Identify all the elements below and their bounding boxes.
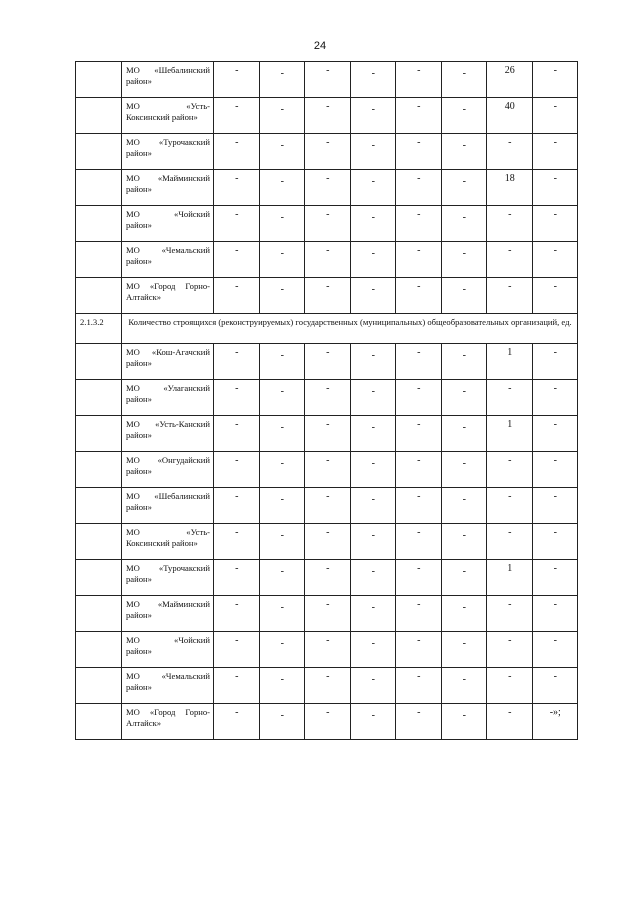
value-cell: - bbox=[350, 416, 396, 452]
value-cell: - bbox=[532, 560, 578, 596]
value-cell: - bbox=[350, 242, 396, 278]
municipality-name-line: район» bbox=[126, 394, 152, 404]
value-cell: - bbox=[441, 278, 487, 314]
value-cell: - bbox=[441, 98, 487, 134]
value-cell: - bbox=[441, 632, 487, 668]
value-cell: - bbox=[350, 170, 396, 206]
municipality-name-line: Алтайск» bbox=[126, 718, 162, 728]
municipality-name-line: район» bbox=[126, 76, 152, 86]
value-cell: - bbox=[305, 524, 351, 560]
value-cell: - bbox=[487, 488, 533, 524]
table-row bbox=[76, 560, 578, 596]
value-cell: - bbox=[350, 452, 396, 488]
code-cell bbox=[76, 488, 122, 524]
value-cell: - bbox=[259, 668, 305, 704]
value-cell: - bbox=[214, 668, 260, 704]
value-cell: - bbox=[305, 98, 351, 134]
value-cell: - bbox=[532, 488, 578, 524]
value-cell: - bbox=[259, 596, 305, 632]
value-cell: - bbox=[305, 242, 351, 278]
value-cell: - bbox=[350, 596, 396, 632]
value-cell: - bbox=[532, 344, 578, 380]
municipality-name-cell bbox=[122, 524, 214, 560]
value-cell: - bbox=[487, 524, 533, 560]
value-cell: - bbox=[532, 596, 578, 632]
value-cell: - bbox=[532, 62, 578, 98]
value-cell: - bbox=[350, 134, 396, 170]
value-cell: 18 bbox=[487, 170, 533, 206]
table-row bbox=[76, 668, 578, 704]
value-cell: - bbox=[259, 278, 305, 314]
value-cell: - bbox=[305, 488, 351, 524]
value-cell: - bbox=[259, 524, 305, 560]
value-cell: - bbox=[441, 452, 487, 488]
municipality-name-cell bbox=[122, 170, 214, 206]
value-cell: - bbox=[214, 134, 260, 170]
value-cell: - bbox=[441, 596, 487, 632]
municipality-name-cell bbox=[122, 704, 214, 740]
value-cell: - bbox=[441, 704, 487, 740]
value-cell: - bbox=[259, 242, 305, 278]
code-cell bbox=[76, 632, 122, 668]
value-cell: - bbox=[305, 596, 351, 632]
municipality-name-cell bbox=[122, 668, 214, 704]
value-cell: 26 bbox=[487, 62, 533, 98]
value-cell: - bbox=[487, 206, 533, 242]
value-cell: - bbox=[532, 98, 578, 134]
municipality-name-line: МО «Шебалинский bbox=[126, 65, 210, 75]
value-cell: - bbox=[487, 242, 533, 278]
value-cell: - bbox=[441, 170, 487, 206]
code-cell bbox=[76, 134, 122, 170]
value-cell: - bbox=[396, 452, 442, 488]
municipality-name-cell bbox=[122, 632, 214, 668]
data-table bbox=[75, 61, 578, 740]
value-cell: - bbox=[305, 632, 351, 668]
municipality-name-line: Коксинский район» bbox=[126, 112, 198, 122]
value-cell: - bbox=[305, 344, 351, 380]
code-cell bbox=[76, 242, 122, 278]
value-cell: - bbox=[259, 206, 305, 242]
municipality-name-line: район» bbox=[126, 574, 152, 584]
code-cell bbox=[76, 668, 122, 704]
value-cell: -»; bbox=[532, 704, 578, 740]
municipality-name-cell bbox=[122, 488, 214, 524]
municipality-name-line: Алтайск» bbox=[126, 292, 162, 302]
value-cell: - bbox=[441, 524, 487, 560]
value-cell: - bbox=[259, 170, 305, 206]
table-body bbox=[76, 62, 578, 740]
value-cell: - bbox=[532, 206, 578, 242]
municipality-name-line: район» bbox=[126, 220, 152, 230]
municipality-name-cell bbox=[122, 380, 214, 416]
value-cell: - bbox=[305, 668, 351, 704]
code-cell bbox=[76, 704, 122, 740]
value-cell: - bbox=[259, 632, 305, 668]
value-cell: - bbox=[487, 704, 533, 740]
value-cell: - bbox=[532, 632, 578, 668]
value-cell: - bbox=[396, 206, 442, 242]
municipality-name-line: район» bbox=[126, 358, 152, 368]
value-cell: - bbox=[487, 278, 533, 314]
value-cell: - bbox=[532, 242, 578, 278]
table-row bbox=[76, 278, 578, 314]
table-row bbox=[76, 704, 578, 740]
value-cell: - bbox=[441, 344, 487, 380]
value-cell: - bbox=[259, 380, 305, 416]
value-cell: - bbox=[487, 596, 533, 632]
code-cell bbox=[76, 170, 122, 206]
value-cell: - bbox=[532, 134, 578, 170]
value-cell: - bbox=[259, 62, 305, 98]
value-cell: - bbox=[305, 704, 351, 740]
value-cell: - bbox=[214, 488, 260, 524]
value-cell: - bbox=[214, 98, 260, 134]
value-cell: - bbox=[259, 560, 305, 596]
section-code: 2.1.3.2 bbox=[76, 314, 122, 344]
value-cell: - bbox=[214, 242, 260, 278]
municipality-name-line: район» bbox=[126, 148, 152, 158]
value-cell: - bbox=[487, 632, 533, 668]
value-cell: - bbox=[214, 416, 260, 452]
value-cell: - bbox=[396, 632, 442, 668]
table-row bbox=[76, 380, 578, 416]
value-cell: - bbox=[396, 560, 442, 596]
municipality-name-line: район» bbox=[126, 256, 152, 266]
table-row bbox=[76, 344, 578, 380]
municipality-name-line: МО «Усть- bbox=[126, 527, 210, 537]
municipality-name-cell bbox=[122, 206, 214, 242]
table-row bbox=[76, 98, 578, 134]
value-cell: - bbox=[350, 62, 396, 98]
value-cell: - bbox=[214, 596, 260, 632]
municipality-name-line: МО «Турочакский bbox=[126, 563, 210, 573]
code-cell bbox=[76, 416, 122, 452]
value-cell: 1 bbox=[487, 560, 533, 596]
municipality-name-line: МО «Кош-Агачский bbox=[126, 347, 210, 357]
municipality-name-cell bbox=[122, 344, 214, 380]
value-cell: - bbox=[305, 62, 351, 98]
value-cell: - bbox=[396, 524, 442, 560]
code-cell bbox=[76, 206, 122, 242]
value-cell: - bbox=[305, 278, 351, 314]
value-cell: - bbox=[259, 344, 305, 380]
municipality-name-line: район» bbox=[126, 430, 152, 440]
value-cell: - bbox=[487, 380, 533, 416]
code-cell bbox=[76, 560, 122, 596]
code-cell bbox=[76, 98, 122, 134]
municipality-name-line: МО «Город Горно- bbox=[126, 281, 210, 291]
municipality-name-cell bbox=[122, 452, 214, 488]
value-cell: - bbox=[532, 416, 578, 452]
value-cell: - bbox=[532, 170, 578, 206]
value-cell: - bbox=[396, 416, 442, 452]
value-cell: - bbox=[350, 278, 396, 314]
municipality-name-line: МО «Чемальский bbox=[126, 245, 210, 255]
municipality-name-cell bbox=[122, 560, 214, 596]
code-cell bbox=[76, 596, 122, 632]
municipality-name-cell bbox=[122, 242, 214, 278]
value-cell: - bbox=[214, 344, 260, 380]
value-cell: - bbox=[441, 242, 487, 278]
value-cell: - bbox=[532, 380, 578, 416]
municipality-name-line: МО «Чойский bbox=[126, 635, 210, 645]
value-cell: - bbox=[487, 668, 533, 704]
code-cell bbox=[76, 278, 122, 314]
value-cell: - bbox=[441, 206, 487, 242]
table-row bbox=[76, 632, 578, 668]
value-cell: - bbox=[396, 242, 442, 278]
value-cell: - bbox=[441, 560, 487, 596]
table-row bbox=[76, 416, 578, 452]
value-cell: 40 bbox=[487, 98, 533, 134]
table-row bbox=[76, 170, 578, 206]
municipality-name-cell bbox=[122, 98, 214, 134]
value-cell: - bbox=[441, 134, 487, 170]
value-cell: - bbox=[350, 704, 396, 740]
value-cell: 1 bbox=[487, 344, 533, 380]
value-cell: - bbox=[441, 668, 487, 704]
municipality-name-line: МО «Чойский bbox=[126, 209, 210, 219]
value-cell: - bbox=[350, 98, 396, 134]
value-cell: - bbox=[532, 278, 578, 314]
municipality-name-line: МО «Город Горно- bbox=[126, 707, 210, 717]
value-cell: - bbox=[305, 452, 351, 488]
table-row bbox=[76, 596, 578, 632]
municipality-name-line: МО «Турочакский bbox=[126, 137, 210, 147]
value-cell: - bbox=[214, 704, 260, 740]
value-cell: - bbox=[259, 134, 305, 170]
value-cell: - bbox=[214, 452, 260, 488]
value-cell: - bbox=[259, 488, 305, 524]
value-cell: - bbox=[259, 452, 305, 488]
value-cell: - bbox=[350, 668, 396, 704]
value-cell: - bbox=[396, 170, 442, 206]
value-cell: - bbox=[532, 524, 578, 560]
value-cell: - bbox=[487, 452, 533, 488]
value-cell: - bbox=[532, 668, 578, 704]
value-cell: - bbox=[396, 134, 442, 170]
table-row bbox=[76, 242, 578, 278]
value-cell: - bbox=[441, 416, 487, 452]
value-cell: - bbox=[350, 524, 396, 560]
municipality-name-line: район» bbox=[126, 646, 152, 656]
code-cell bbox=[76, 524, 122, 560]
table-row bbox=[76, 488, 578, 524]
value-cell: - bbox=[350, 380, 396, 416]
value-cell: - bbox=[214, 380, 260, 416]
value-cell: - bbox=[214, 62, 260, 98]
value-cell: - bbox=[441, 488, 487, 524]
value-cell: - bbox=[396, 380, 442, 416]
municipality-name-line: МО «Майминский bbox=[126, 599, 210, 609]
table-row bbox=[76, 134, 578, 170]
table-row bbox=[76, 452, 578, 488]
municipality-name-cell bbox=[122, 416, 214, 452]
value-cell: - bbox=[396, 596, 442, 632]
municipality-name-line: район» bbox=[126, 610, 152, 620]
value-cell: - bbox=[214, 278, 260, 314]
value-cell: - bbox=[214, 206, 260, 242]
table-row bbox=[76, 524, 578, 560]
code-cell bbox=[76, 452, 122, 488]
municipality-name-cell bbox=[122, 134, 214, 170]
value-cell: - bbox=[214, 170, 260, 206]
value-cell: - bbox=[350, 488, 396, 524]
value-cell: - bbox=[396, 488, 442, 524]
municipality-name-line: МО «Шебалинский bbox=[126, 491, 210, 501]
value-cell: - bbox=[441, 380, 487, 416]
value-cell: - bbox=[305, 206, 351, 242]
value-cell: - bbox=[396, 98, 442, 134]
municipality-name-line: МО «Онгудайский bbox=[126, 455, 210, 465]
section-title: Количество строящихся (реконструируемых) государственных (муниципальных) общеобразовательных организаций, ед. bbox=[122, 314, 578, 344]
municipality-name-line: МО «Усть-Канский bbox=[126, 419, 210, 429]
value-cell: - bbox=[350, 632, 396, 668]
municipality-name-line: район» bbox=[126, 502, 152, 512]
value-cell: - bbox=[350, 206, 396, 242]
municipality-name-line: Коксинский район» bbox=[126, 538, 198, 548]
municipality-name-line: МО «Усть- bbox=[126, 101, 210, 111]
value-cell: - bbox=[305, 134, 351, 170]
value-cell: - bbox=[441, 62, 487, 98]
value-cell: - bbox=[305, 416, 351, 452]
municipality-name-line: район» bbox=[126, 466, 152, 476]
value-cell: - bbox=[396, 62, 442, 98]
municipality-name-line: МО «Улаганский bbox=[126, 383, 210, 393]
value-cell: - bbox=[259, 704, 305, 740]
value-cell: - bbox=[350, 344, 396, 380]
value-cell: - bbox=[396, 344, 442, 380]
municipality-name-cell bbox=[122, 278, 214, 314]
code-cell bbox=[76, 344, 122, 380]
code-cell bbox=[76, 380, 122, 416]
value-cell: - bbox=[396, 704, 442, 740]
municipality-name-cell bbox=[122, 62, 214, 98]
municipality-name-line: район» bbox=[126, 682, 152, 692]
value-cell: - bbox=[305, 170, 351, 206]
value-cell: - bbox=[259, 98, 305, 134]
value-cell: - bbox=[214, 632, 260, 668]
municipality-name-line: МО «Майминский bbox=[126, 173, 210, 183]
value-cell: - bbox=[487, 134, 533, 170]
table-row bbox=[76, 206, 578, 242]
value-cell: - bbox=[396, 278, 442, 314]
municipality-name-line: МО «Чемальский bbox=[126, 671, 210, 681]
value-cell: - bbox=[396, 668, 442, 704]
value-cell: - bbox=[305, 380, 351, 416]
code-cell bbox=[76, 62, 122, 98]
table-row bbox=[76, 62, 578, 98]
value-cell: - bbox=[214, 524, 260, 560]
value-cell: 1 bbox=[487, 416, 533, 452]
value-cell: - bbox=[532, 452, 578, 488]
municipality-name-line: район» bbox=[126, 184, 152, 194]
page-number: 24 bbox=[313, 40, 327, 52]
value-cell: - bbox=[259, 416, 305, 452]
value-cell: - bbox=[305, 560, 351, 596]
municipality-name-cell bbox=[122, 596, 214, 632]
section-header-row bbox=[76, 314, 578, 344]
value-cell: - bbox=[350, 560, 396, 596]
value-cell: - bbox=[214, 560, 260, 596]
